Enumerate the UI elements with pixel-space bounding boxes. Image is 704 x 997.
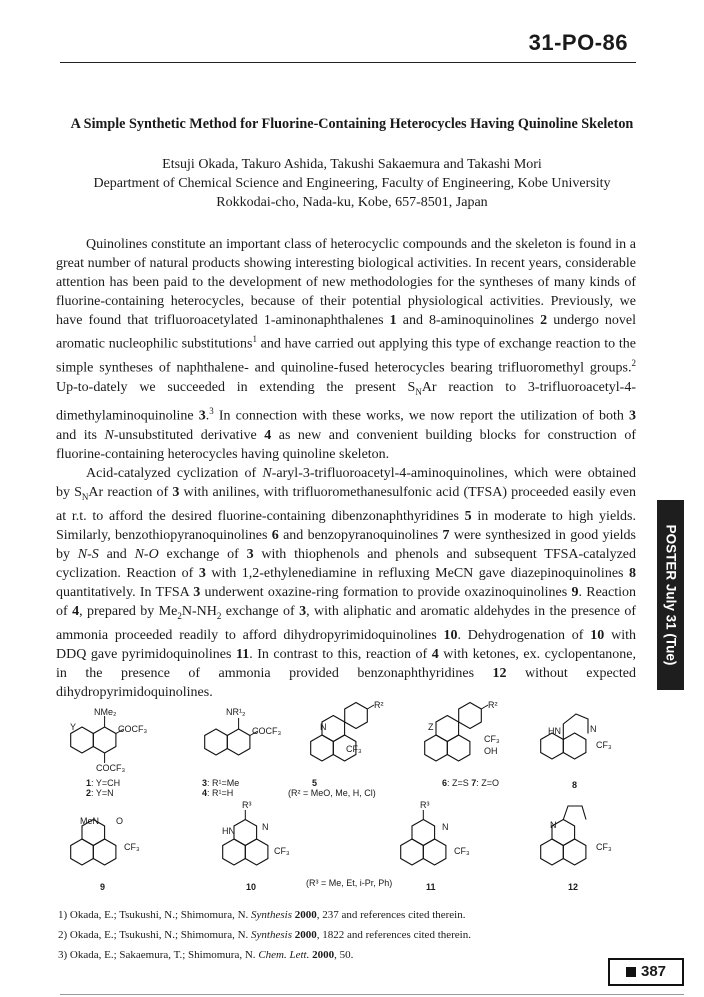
author-department: Department of Chemical Science and Engineering, Faculty of Engineering, Kobe University	[93, 176, 611, 191]
reference-list	[58, 905, 471, 965]
reference-2: 2) Okada, E.; Tsukushi, N.; Shimomura, N. Synthesis 2000, 1822 and references cited therein.	[58, 929, 471, 941]
structure-8	[541, 714, 588, 759]
label-cocf3-bottom: COCF₃	[96, 763, 126, 773]
label-cf3-5: CF₃	[346, 744, 362, 754]
caption-11: 11	[426, 882, 436, 892]
label-hn-8: HN	[548, 726, 561, 736]
caption-8: 8	[572, 780, 578, 790]
caption-12: 12	[568, 882, 579, 892]
caption-r2-note: (R² = MeO, Me, H, Cl)	[288, 788, 376, 798]
label-cf3-11: CF₃	[454, 846, 470, 856]
label-cocf3-34: COCF₃	[252, 726, 282, 736]
caption-6-7: 6: Z=S 7: Z=O	[442, 778, 500, 788]
label-o-9: O	[116, 816, 124, 826]
label-r3-10: R³	[242, 800, 252, 810]
label-oh: OH	[484, 746, 498, 756]
label-n-11: N	[442, 822, 449, 832]
header-rule	[60, 62, 636, 63]
structure-6-7	[425, 703, 488, 762]
caption-1: 1: Y=CH	[86, 778, 121, 788]
caption-3: 3: R¹=Me	[202, 778, 240, 788]
abstract-body	[56, 235, 636, 703]
poster-date-label: POSTER July 31 (Tue)	[663, 524, 678, 666]
structure-12	[541, 806, 586, 865]
label-cf3-10: CF₃	[274, 846, 290, 856]
caption-5: 5	[312, 778, 318, 788]
structure-3-4	[205, 718, 258, 755]
structure-9	[71, 820, 116, 866]
label-hn-10: HN	[222, 826, 235, 836]
label-nr12: NR¹₂	[226, 707, 246, 717]
label-cf3-9: CF₃	[124, 842, 140, 852]
caption-9: 9	[100, 882, 106, 892]
structure-1-2	[71, 716, 124, 763]
label-z: Z	[428, 722, 434, 732]
caption-r3-note: (R³ = Me, Et, i-Pr, Ph)	[306, 878, 393, 888]
label-n-10: N	[262, 822, 269, 832]
author-names: Etsuji Okada, Takuro Ashida, Takushi Sakaemura and Takashi Mori	[162, 157, 542, 172]
structure-11	[401, 810, 446, 865]
caption-4: 4: R¹=H	[202, 788, 234, 798]
reference-3: 3) Okada, E.; Sakaemura, T.; Shimomura, N. Chem. Lett. 2000, 50.	[58, 949, 354, 961]
paper-title: A Simple Synthetic Method for Fluorine-Containing Heterocycles Having Quinoline Skeleton	[70, 116, 634, 132]
page-number: 387	[640, 963, 667, 980]
footer-rule	[60, 994, 684, 995]
caption-2: 2: Y=N	[86, 788, 114, 798]
poster-code: 31-PO-86	[528, 30, 628, 55]
label-nme2: NMe₂	[94, 707, 117, 717]
label-n-5: N	[320, 722, 327, 732]
square-icon	[626, 967, 636, 977]
label-cf3-67: CF₃	[484, 734, 500, 744]
label-r2-67: R²	[488, 700, 498, 710]
poster-date-tab	[657, 500, 684, 690]
label-r3-11: R³	[420, 800, 430, 810]
label-n-12: N	[550, 820, 557, 830]
label-r2-5: R²	[374, 700, 384, 710]
author-block	[40, 155, 664, 212]
paragraph-1: Quinolines constitute an important class of heterocyclic compounds and the skeleton is found in a great number of natural products showing interesting biological activities. In recent years, considerable attention has been paid to the development of new methodologies for the syntheses of many kinds of fluorine-containing heterocycles, because of their potential physiological activities. Previously, we have found that trifluoroacetylated 1-aminonaphthalenes 1 and 8-aminoquinolines 2 undergo novel aromatic nucleophilic substitutions$^1$ and have carried out applying this type of exchange reaction to the simple syntheses of naphthalene- and quinoline-fused heterocycles bearing trifluoromethyl groups.$^2$ Up-to-dately we succeeded in extending the present $S_NAr$ reaction to 3-trifluoroacetyl-4-dimethylaminoquinoline 3.$^3$ In connection with these works, we now report the utilization of both 3 and its N-unsubstituted derivative 4 as new and convenient building blocks for construction of fluorine-containing heterocycles having quinoline skeleton.	[56, 237, 637, 462]
reference-1: 1) Okada, E.; Tsukushi, N.; Shimomura, N. Synthesis 2000, 237 and references cited therein.	[58, 909, 466, 921]
label-cocf3-top: COCF₃	[118, 724, 148, 734]
label-cf3-8: CF₃	[596, 740, 612, 750]
structure-figures	[56, 700, 636, 900]
structure-10	[223, 810, 268, 865]
page-number-box	[608, 958, 684, 986]
author-address: Rokkodai-cho, Nada-ku, Kobe, 657-8501, Japan	[216, 195, 488, 210]
paragraph-2: Acid-catalyzed cyclization of N-aryl-3-trifluoroacetyl-4-aminoquinolines, which were obtained by $S_NAr$ reaction of 3 with anilines, with trifluoromethanesulfonic acid (TFSA) proceeded easily even at r.t. to afford the desired fluorine-containing dibenzonaphthyridines 5 in moderate to high yields. Similarly, benzothiopyranoquinolines 6 and benzopyranoquinolines 7 were synthesized in good yields by N-S and N-O exchange of 3 with thiophenols and phenols and subsequent TFSA-catalyzed cyclization. Reaction of 3 with 1,2-ethylenediamine in refluxing MeCN gave diazepinoquinolines 8 quantitatively. In TFSA 3 underwent oxazine-ring formation to provide oxazinoquinolines 9. Reaction of 4, prepared by $Me_2N-NH_2$ exchange of 3, with aliphatic and aromatic aldehydes in the presence of ammonia proceeded readily to afford dihydropyrimidoquinolines 10. Dehydrogenation of 10 with DDQ gave pyrimidoquinolines 11. In contrast to this, reaction of 4 with ketones, ex. cyclopentanone, in the presence of ammonia provided benzonaphthyridines 12 without expected dihydropyrimidoquinolines.	[56, 465, 637, 701]
label-cf3-12: CF₃	[596, 842, 612, 852]
label-y: Y	[70, 722, 77, 732]
label-me-9: MeN	[80, 816, 100, 826]
caption-10: 10	[246, 882, 257, 892]
label-n-8: N	[590, 724, 597, 734]
